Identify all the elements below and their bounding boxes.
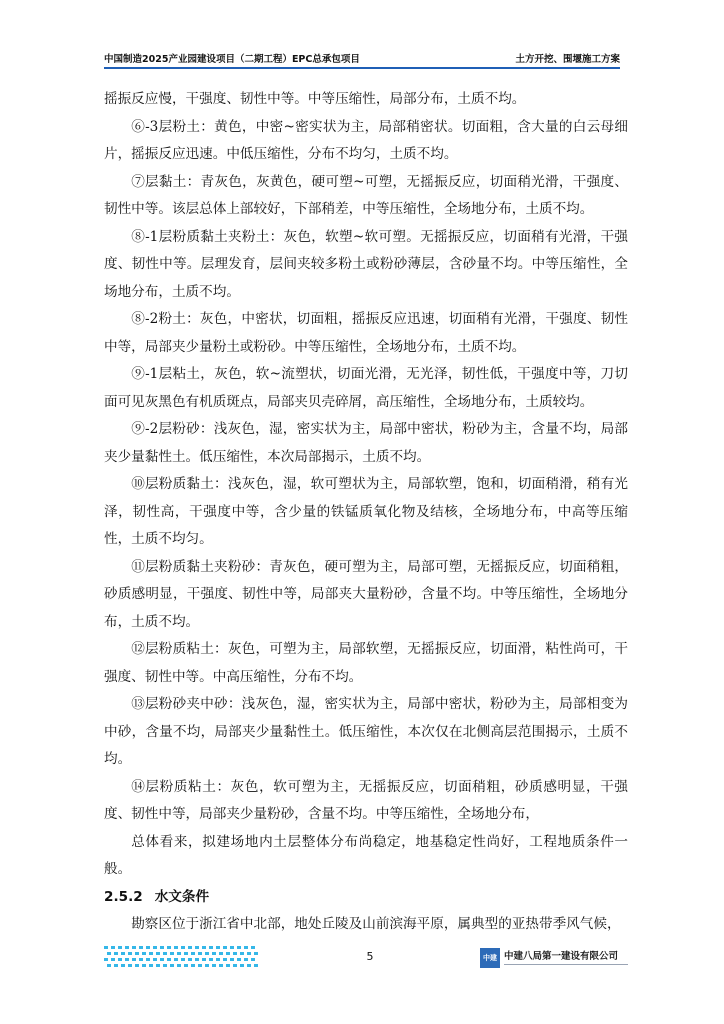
pattern-dot — [174, 946, 178, 949]
pattern-dot — [160, 946, 164, 949]
pattern-dot — [195, 946, 199, 949]
pattern-dot — [163, 964, 167, 967]
page-header — [104, 50, 620, 66]
pattern-dot — [139, 946, 143, 949]
pattern-dot — [153, 958, 157, 961]
pattern-dot — [170, 964, 174, 967]
pattern-dot — [135, 952, 139, 955]
pattern-dot — [216, 958, 220, 961]
pattern-dot — [170, 952, 174, 955]
pattern-dot — [114, 964, 118, 967]
pattern-dot — [139, 958, 143, 961]
page-number: 5 — [366, 950, 374, 963]
pattern-dot — [219, 964, 223, 967]
company-name: 中建八局第一建设有限公司 — [504, 951, 619, 962]
pattern-dot — [104, 958, 108, 961]
pattern-dot — [205, 964, 209, 967]
pattern-dot — [181, 946, 185, 949]
pattern-dot — [121, 964, 125, 967]
company-branding — [480, 946, 630, 970]
pattern-dot — [212, 964, 216, 967]
pattern-dot — [174, 958, 178, 961]
pattern-dot — [111, 958, 115, 961]
pattern-dot — [163, 952, 167, 955]
header-divider — [104, 67, 620, 69]
pattern-dot — [198, 964, 202, 967]
pattern-dot — [167, 946, 171, 949]
paragraph-layer-7: ⑦层黏土：青灰色，灰黄色，硬可塑~可塑，无摇振反应，切面稍光滑，干强度、韧性中等。该层总体上部较好，下部稍差，中等压缩性，全场地分布，土质不均。 — [104, 173, 628, 217]
pattern-dot — [244, 958, 248, 961]
header-document-title: 土方开挖、围堰施工方案 — [515, 54, 620, 65]
pattern-dot — [223, 958, 227, 961]
pattern-dot — [132, 946, 136, 949]
pattern-dot — [240, 964, 244, 967]
pattern-dot — [118, 946, 122, 949]
pattern-dot — [153, 946, 157, 949]
pattern-dot — [223, 946, 227, 949]
pattern-dot — [237, 946, 241, 949]
pattern-dot — [247, 964, 251, 967]
pattern-dot — [251, 958, 255, 961]
section-title: 水文条件 — [154, 888, 210, 905]
pattern-dot — [219, 952, 223, 955]
pattern-dot — [104, 946, 108, 949]
pattern-dot — [177, 952, 181, 955]
pattern-dot — [121, 952, 125, 955]
pattern-dot — [125, 958, 129, 961]
pattern-dot — [146, 946, 150, 949]
pattern-dot — [188, 958, 192, 961]
pattern-dot — [202, 958, 206, 961]
pattern-dot — [254, 952, 258, 955]
pattern-dot — [191, 952, 195, 955]
company-logo-icon — [480, 948, 500, 968]
pattern-dot — [209, 946, 213, 949]
pattern-dot — [237, 958, 241, 961]
paragraph-layer-14: ⑭层粉质粘土：灰色，软可塑为主，无摇振反应，切面稍粗，砂质感明显，干强度、韧性中等，局部夹少量粉砂，含量不均。中等压缩性，全场地分布， — [104, 778, 628, 822]
pattern-dot — [226, 952, 230, 955]
pattern-dot — [202, 946, 206, 949]
pattern-dot — [230, 958, 234, 961]
pattern-dot — [111, 946, 115, 949]
section-number: 2.5.2 — [104, 888, 143, 905]
pattern-dot — [205, 952, 209, 955]
pattern-dot — [125, 946, 129, 949]
pattern-dot — [254, 964, 258, 967]
pattern-dot — [128, 964, 132, 967]
paragraph-layer-6-3: ⑥-3层粉土：黄色，中密~密实状为主，局部稍密状。切面粗，含大量的白云母细片，摇振反应迅速。中低压缩性，分布不均匀，土质不均。 — [104, 118, 628, 162]
paragraph-hydrology: 勘察区位于浙江省中北部，地处丘陵及山前滨海平原，属典型的亚热带季风气候， — [131, 916, 621, 932]
pattern-dot — [107, 952, 111, 955]
pattern-dot — [167, 958, 171, 961]
paragraph-layer-12: ⑫层粉质粘土：灰色，可塑为主，局部软塑，无摇振反应，切面滑，粘性尚可，干强度、韧性中等。中高压缩性，分布不均。 — [104, 641, 628, 685]
paragraph-continuation: 摇振反应慢，干强度、韧性中等。中等压缩性，局部分布，土质不均。 — [104, 91, 526, 107]
pattern-dot — [209, 958, 213, 961]
company-underline — [504, 964, 628, 968]
pattern-dot — [184, 952, 188, 955]
pattern-dot — [212, 952, 216, 955]
pattern-dot — [216, 946, 220, 949]
paragraph-summary: 总体看来，拟建场地内土层整体分布尚稳定，地基稳定性尚好，工程地质条件一般。 — [104, 833, 628, 877]
pattern-dot — [195, 958, 199, 961]
pattern-dot — [142, 964, 146, 967]
pattern-dot — [188, 946, 192, 949]
paragraph-layer-13: ⑬层粉砂夹中砂：浅灰色，湿，密实状为主，局部中密状，粉砂为主，局部相变为中砂，含量不均，局部夹少量黏性土。低压缩性，本次仅在北侧高层范围揭示，土质不均。 — [104, 696, 628, 767]
paragraph-layer-8-1: ⑧-1层粉质黏土夹粉土：灰色，软塑~软可塑。无摇振反应，切面稍有光滑，干强度、韧性中等。层理发育，层间夹较多粉土或粉砂薄层，含砂量不均。中等压缩性，全场地分布，土质不均。 — [104, 228, 628, 300]
pattern-dot — [128, 952, 132, 955]
paragraph-layer-9-1: ⑨-1层粘土，灰色，软~流塑状，切面光滑，无光泽，韧性低，干强度中等，刀切面可见灰黑色有机质斑点，局部夹贝壳碎屑，高压缩性，全场地分布，土质较均。 — [104, 366, 628, 410]
pattern-dot — [233, 964, 237, 967]
paragraph-layer-11: ⑪层粉质黏土夹粉砂：青灰色，硬可塑为主，局部可塑，无摇振反应，切面稍粗，砂质感明显，干强度、韧性中等，局部夹大量粉砂，含量不均。中等压缩性，全场地分布，土质不均。 — [104, 558, 628, 630]
pattern-dot — [191, 964, 195, 967]
pattern-dot — [251, 946, 255, 949]
pattern-dot — [142, 952, 146, 955]
pattern-dot — [132, 958, 136, 961]
pattern-dot — [160, 958, 164, 961]
pattern-dot — [181, 958, 185, 961]
document-body — [104, 86, 628, 939]
header-project-title: 中国制造2025产业园建设项目（二期工程）EPC总承包项目 — [104, 54, 360, 65]
pattern-dot — [244, 946, 248, 949]
pattern-dot — [118, 958, 122, 961]
pattern-dot — [233, 952, 237, 955]
paragraph-layer-10: ⑩层粉质黏土：浅灰色，湿，软可塑状为主，局部软塑，饱和，切面稍滑，稍有光泽，韧性高，干强度中等，含少量的铁锰质氧化物及结核，全场地分布，中高等压缩性，土质不均匀。 — [104, 476, 628, 547]
section-heading — [104, 884, 628, 912]
pattern-dot — [135, 964, 139, 967]
paragraph-layer-9-2: ⑨-2层粉砂：浅灰色，湿，密实状为主，局部中密状，粉砂为主，含量不均，局部夹少量黏性土。低压缩性，本次局部揭示，土质不均。 — [104, 421, 628, 465]
company-text-block — [504, 948, 628, 968]
company-logo-text: 中建 — [483, 954, 497, 962]
pattern-dot — [177, 964, 181, 967]
pattern-dot — [149, 964, 153, 967]
footer-decorative-pattern — [104, 945, 260, 971]
pattern-dot — [149, 952, 153, 955]
paragraph-layer-8-2: ⑧-2粉土：灰色，中密状，切面粗，摇振反应迅速，切面稍有光滑，干强度、韧性中等，局部夹少量粉土或粉砂。中等压缩性，全场地分布，土质不均。 — [104, 311, 628, 355]
pattern-dot — [184, 964, 188, 967]
pattern-dot — [156, 964, 160, 967]
pattern-dot — [107, 964, 111, 967]
pattern-dot — [240, 952, 244, 955]
pattern-dot — [230, 946, 234, 949]
pattern-dot — [146, 958, 150, 961]
pattern-dot — [198, 952, 202, 955]
pattern-dot — [247, 952, 251, 955]
pattern-dot — [114, 952, 118, 955]
pattern-dot — [226, 964, 230, 967]
pattern-dot — [156, 952, 160, 955]
